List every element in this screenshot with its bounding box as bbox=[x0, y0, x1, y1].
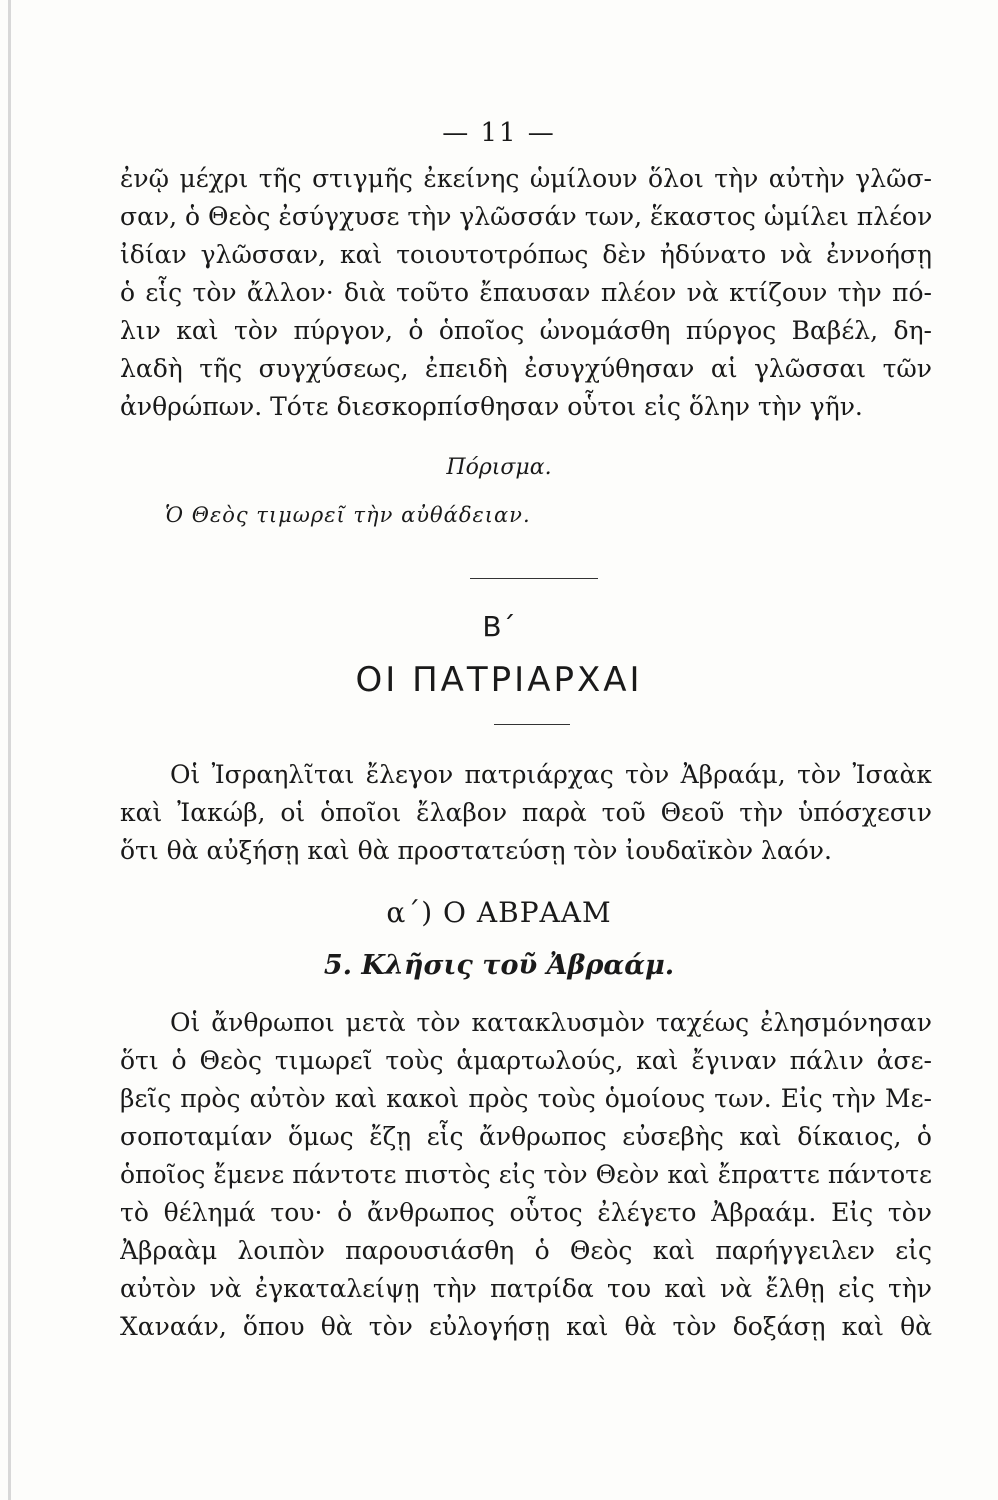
text-line: αὐτὸν νὰ ἐγκαταλείψῃ τὴν πατρίδα του καὶ νὰ ἔλθῃ εἰς τὴν bbox=[120, 1274, 932, 1303]
text-line: Ἀβραὰμ λοιπὸν παρουσιάσθη ὁ Θεὸς καὶ παρήγγειλεν εἰς bbox=[120, 1236, 932, 1265]
section-divider-bottom bbox=[494, 724, 570, 725]
text-line: λαδὴ τῆς συγχύσεως, ἐπειδὴ ἐσυγχύθησαν αἱ γλῶσσαι τῶν bbox=[120, 354, 932, 383]
text-line: ὁποῖος ἔμενε πάντοτε πιστὸς εἰς τὸν Θεὸν καὶ ἔπραττε πάντοτε bbox=[120, 1160, 932, 1189]
paragraph-babel bbox=[120, 160, 932, 426]
porisma-text: Ὁ Θεὸς τιμωρεῖ τὴν αὐθάδειαν. bbox=[165, 503, 531, 527]
section-letter: Β΄ bbox=[482, 610, 516, 643]
text-line: καὶ Ἰακώβ, οἱ ὁποῖοι ἔλαβον παρὰ τοῦ Θεοῦ τὴν ὑπόσχεσιν bbox=[120, 798, 932, 827]
paragraph-patriarchs bbox=[120, 756, 932, 870]
text-line: ὅτι θὰ αὐξήσῃ καὶ θὰ προστατεύσῃ τὸν ἰουδαϊκὸν λαόν. bbox=[120, 836, 832, 865]
text-line: τὸ θέλημά του· ὁ ἄνθρωπος οὗτος ἐλέγετο Ἀβραάμ. Εἰς τὸν bbox=[120, 1198, 932, 1227]
section-divider-top bbox=[470, 578, 598, 579]
text-line: ἀνθρώπων. Τότε διεσκορπίσθησαν οὗτοι εἰς ὅλην τὴν γῆν. bbox=[120, 392, 863, 421]
text-line: ὁ εἷς τὸν ἄλλον· διὰ τοῦτο ἔπαυσαν πλέον νὰ κτίζουν τὴν πό- bbox=[120, 278, 932, 307]
text-line: ἐνῷ μέχρι τῆς στιγμῆς ἐκείνης ὡμίλουν ὅλοι τὴν αὐτὴν γλῶσ- bbox=[120, 164, 932, 193]
text-line: λιν καὶ τὸν πύργον, ὁ ὁποῖος ὠνομάσθη πύργος Βαβέλ, δη- bbox=[120, 316, 932, 345]
text-line: Χαναάν, ὅπου θὰ τὸν εὐλογήσῃ καὶ θὰ τὸν δοξάσῃ καὶ θὰ bbox=[120, 1312, 932, 1341]
text-line: σοποταμίαν ὅμως ἔζῃ εἷς ἄνθρωπος εὐσεβὴς καὶ δίκαιος, ὁ bbox=[120, 1122, 932, 1151]
text-line: ἰδίαν γλῶσσαν, καὶ τοιουτοτρόπως δὲν ἠδύνατο νὰ ἐννοήσῃ bbox=[120, 240, 932, 269]
text-line: Οἱ ἄνθρωποι μετὰ τὸν κατακλυσμὸν ταχέως ἐλησμόνησαν bbox=[170, 1008, 932, 1037]
paragraph-abraham-call bbox=[120, 1004, 932, 1346]
text-line: σαν, ὁ Θεὸς ἐσύγχυσε τὴν γλῶσσάν των, ἕκαστος ὡμίλει πλέον bbox=[120, 202, 932, 231]
page-number: — 11 — bbox=[442, 118, 556, 148]
text-line: Οἱ Ἰσραηλῖται ἔλεγον πατριάρχας τὸν Ἀβραάμ, τὸν Ἰσαὰκ bbox=[170, 760, 932, 789]
text-line: βεῖς πρὸς αὐτὸν καὶ κακοὶ πρὸς τοὺς ὁμοίους των. Εἰς τὴν Με- bbox=[120, 1084, 932, 1113]
lesson-title: 5. Κλῆσις τοῦ Ἀβραάμ. bbox=[323, 950, 675, 981]
text-line: ὅτι ὁ Θεὸς τιμωρεῖ τοὺς ἁμαρτωλούς, καὶ ἔγιναν πάλιν ἀσε- bbox=[120, 1046, 932, 1075]
page-edge-shadow bbox=[8, 0, 11, 1500]
section-title: ΟΙ ΠΑΤΡΙΑΡΧΑΙ bbox=[355, 660, 643, 700]
subsection-title: α΄) Ο ΑΒΡΑΑΜ bbox=[386, 896, 612, 929]
porisma-label: Πόρισμα. bbox=[446, 455, 552, 480]
